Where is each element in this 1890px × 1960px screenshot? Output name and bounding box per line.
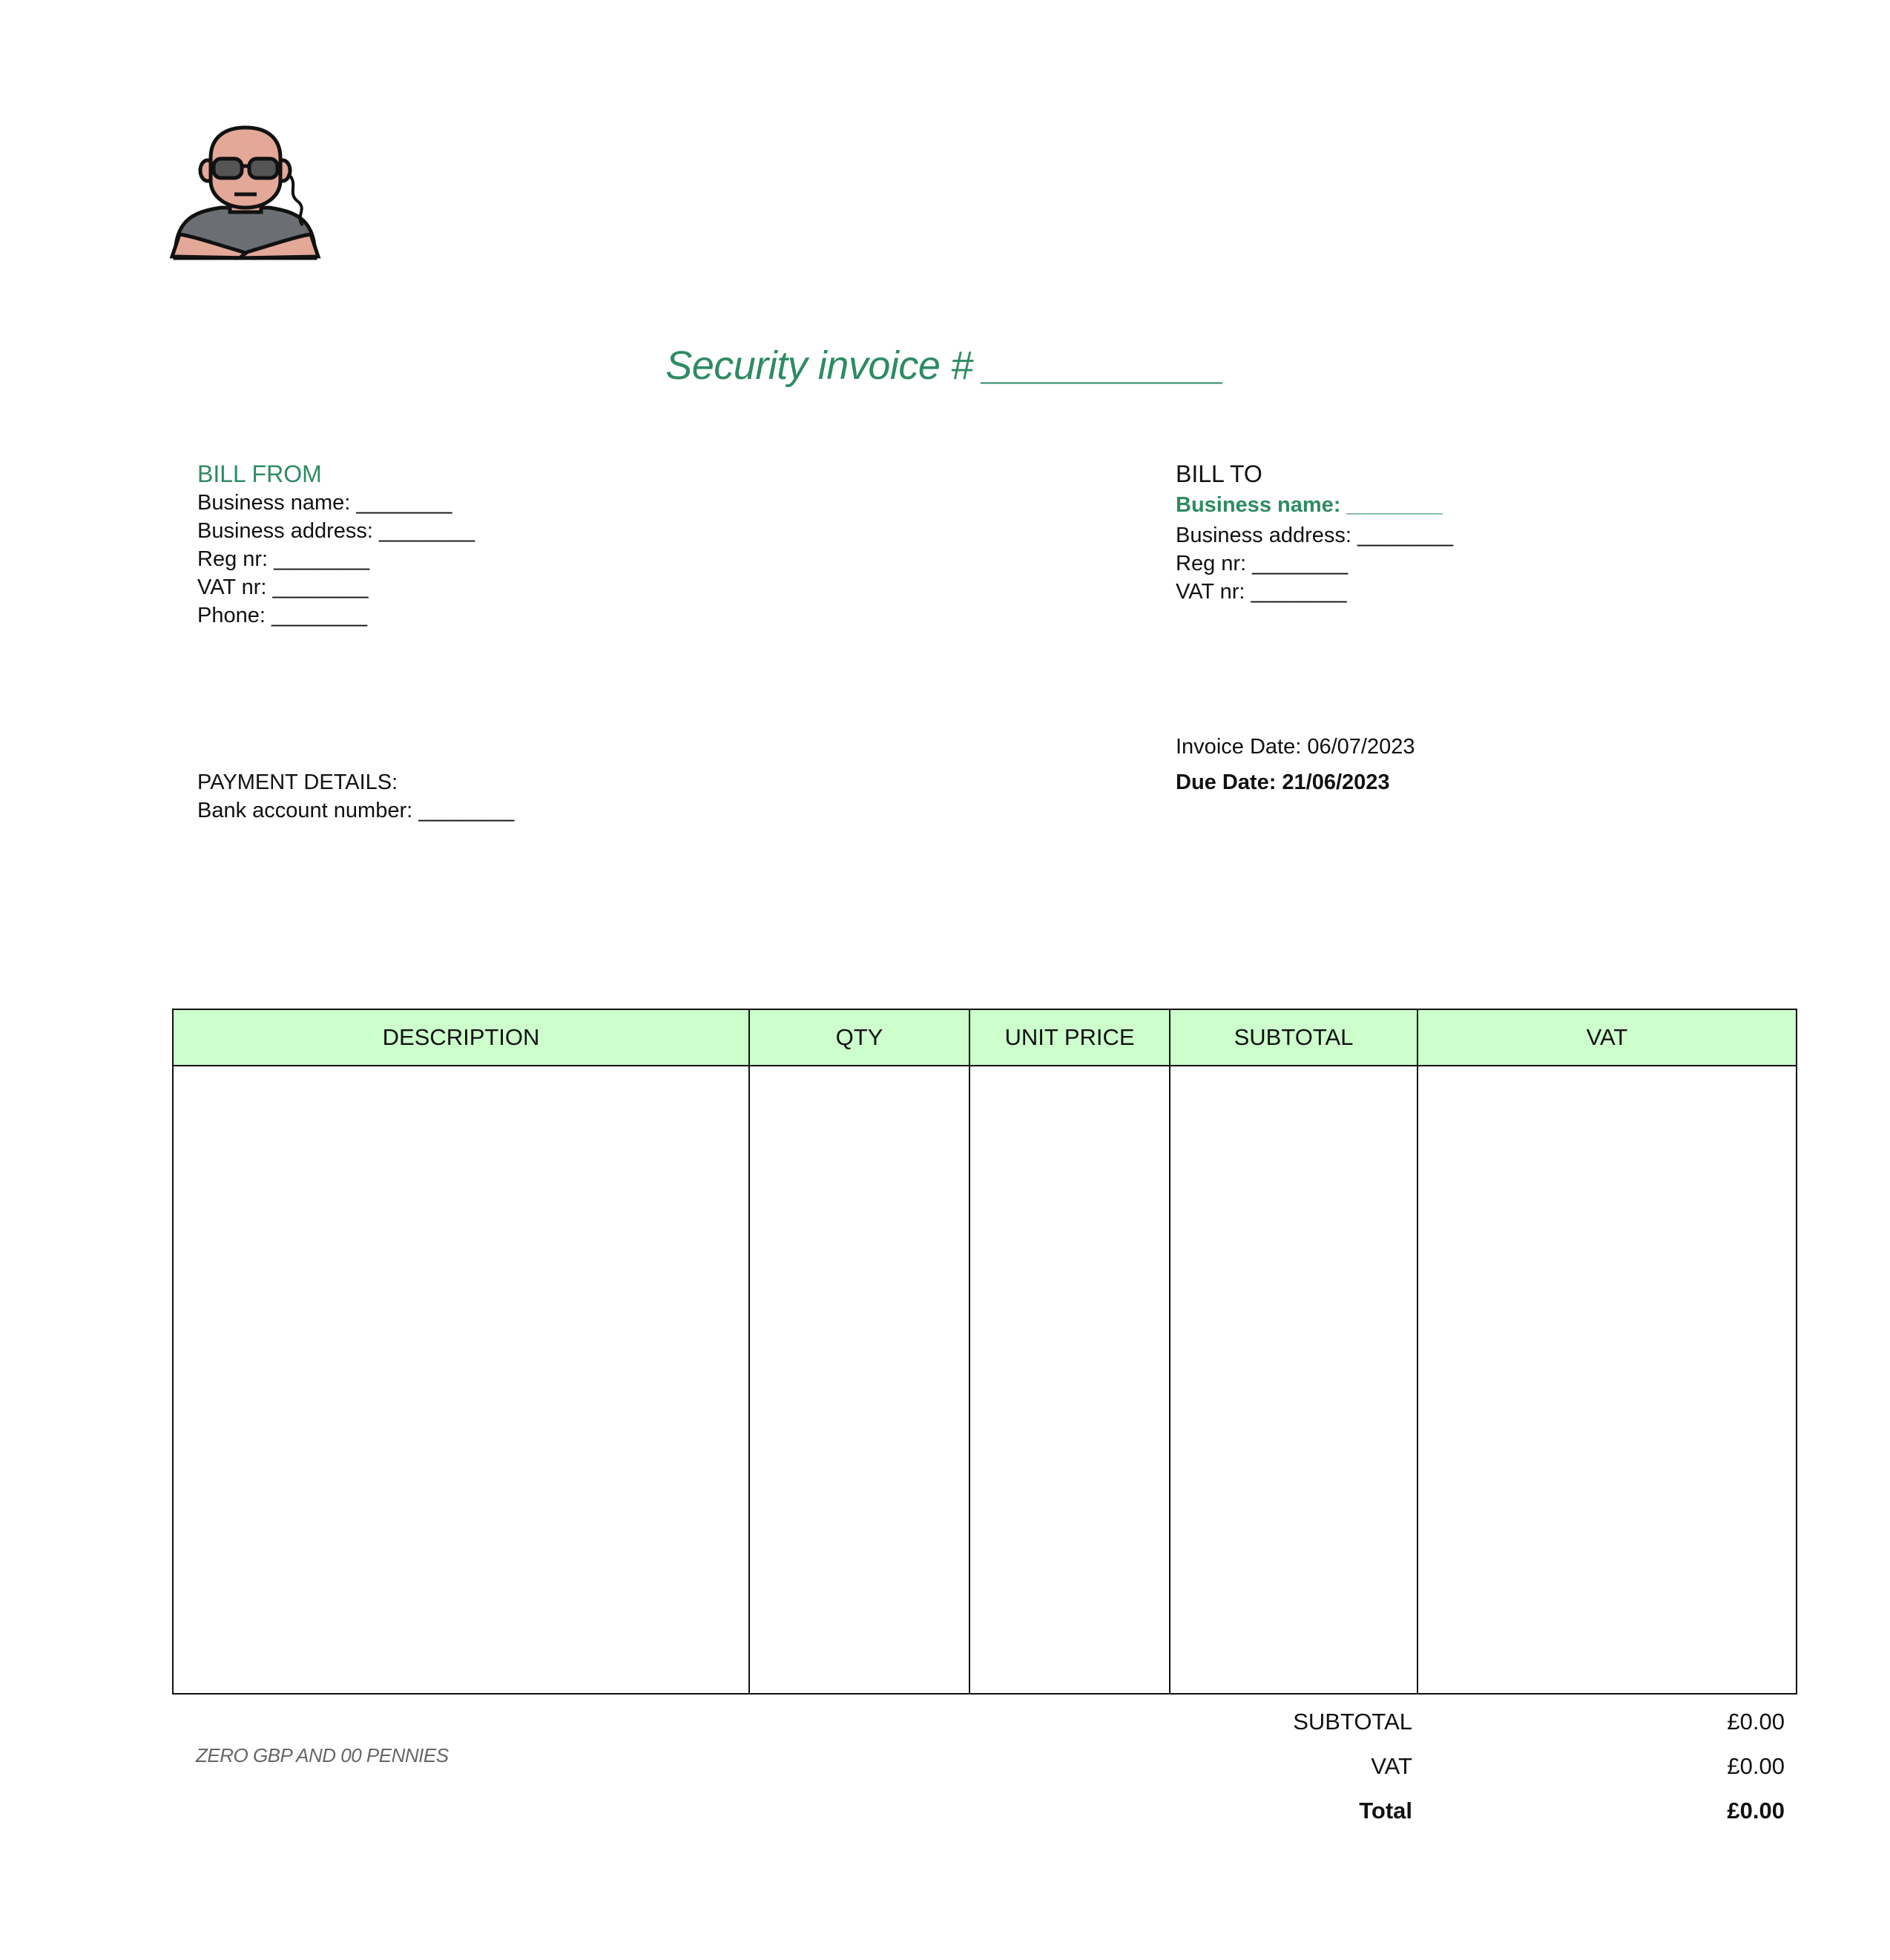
header-description: DESCRIPTION [382, 1024, 540, 1050]
due-date: Due Date: 21/06/2023 [1176, 771, 1390, 794]
header-vat: VAT [1586, 1024, 1628, 1050]
subtotal-value: £0.00 [1727, 1709, 1785, 1735]
bill-to-vat-nr: VAT nr: ________ [1176, 580, 1347, 604]
header-subtotal: SUBTOTAL [1234, 1024, 1354, 1050]
invoice-title: Security invoice # ___________ [665, 343, 1225, 388]
security-guard-icon [169, 125, 321, 263]
column-divider [748, 1010, 750, 1693]
amount-in-words: ZERO GBP AND 00 PENNIES [196, 1744, 449, 1766]
vat-value: £0.00 [1727, 1753, 1785, 1779]
column-divider [969, 1010, 970, 1693]
bank-account-number: Bank account number: ________ [197, 799, 515, 822]
total-value: £0.00 [1727, 1798, 1785, 1824]
bill-from-heading: BILL FROM [197, 461, 322, 487]
bill-from-vat-nr: VAT nr: ________ [197, 575, 369, 599]
subtotal-label: SUBTOTAL [1293, 1709, 1412, 1735]
total-label: Total [1359, 1798, 1412, 1824]
bill-from-business-address: Business address: ________ [197, 519, 475, 543]
bill-to-reg-nr: Reg nr: ________ [1176, 552, 1349, 575]
header-qty: QTY [835, 1024, 883, 1050]
bill-to-business-name: Business name: ________ [1176, 493, 1443, 517]
column-divider [1417, 1010, 1418, 1693]
vat-label: VAT [1371, 1753, 1412, 1779]
payment-details-heading: PAYMENT DETAILS: [197, 771, 398, 794]
bill-from-reg-nr: Reg nr: ________ [197, 547, 370, 571]
column-divider [1169, 1010, 1170, 1693]
invoice-date: Invoice Date: 06/07/2023 [1176, 735, 1415, 759]
bill-to-section [1176, 459, 1453, 606]
payment-details-section [197, 768, 514, 825]
bill-from-phone: Phone: ________ [197, 604, 367, 627]
bill-to-heading: BILL TO [1176, 461, 1262, 487]
bill-from-section [197, 459, 475, 630]
bill-to-business-address: Business address: ________ [1176, 524, 1454, 547]
items-table [172, 1009, 1797, 1695]
bill-from-business-name: Business name: ________ [197, 491, 452, 515]
header-unit-price: UNIT PRICE [1004, 1024, 1135, 1050]
